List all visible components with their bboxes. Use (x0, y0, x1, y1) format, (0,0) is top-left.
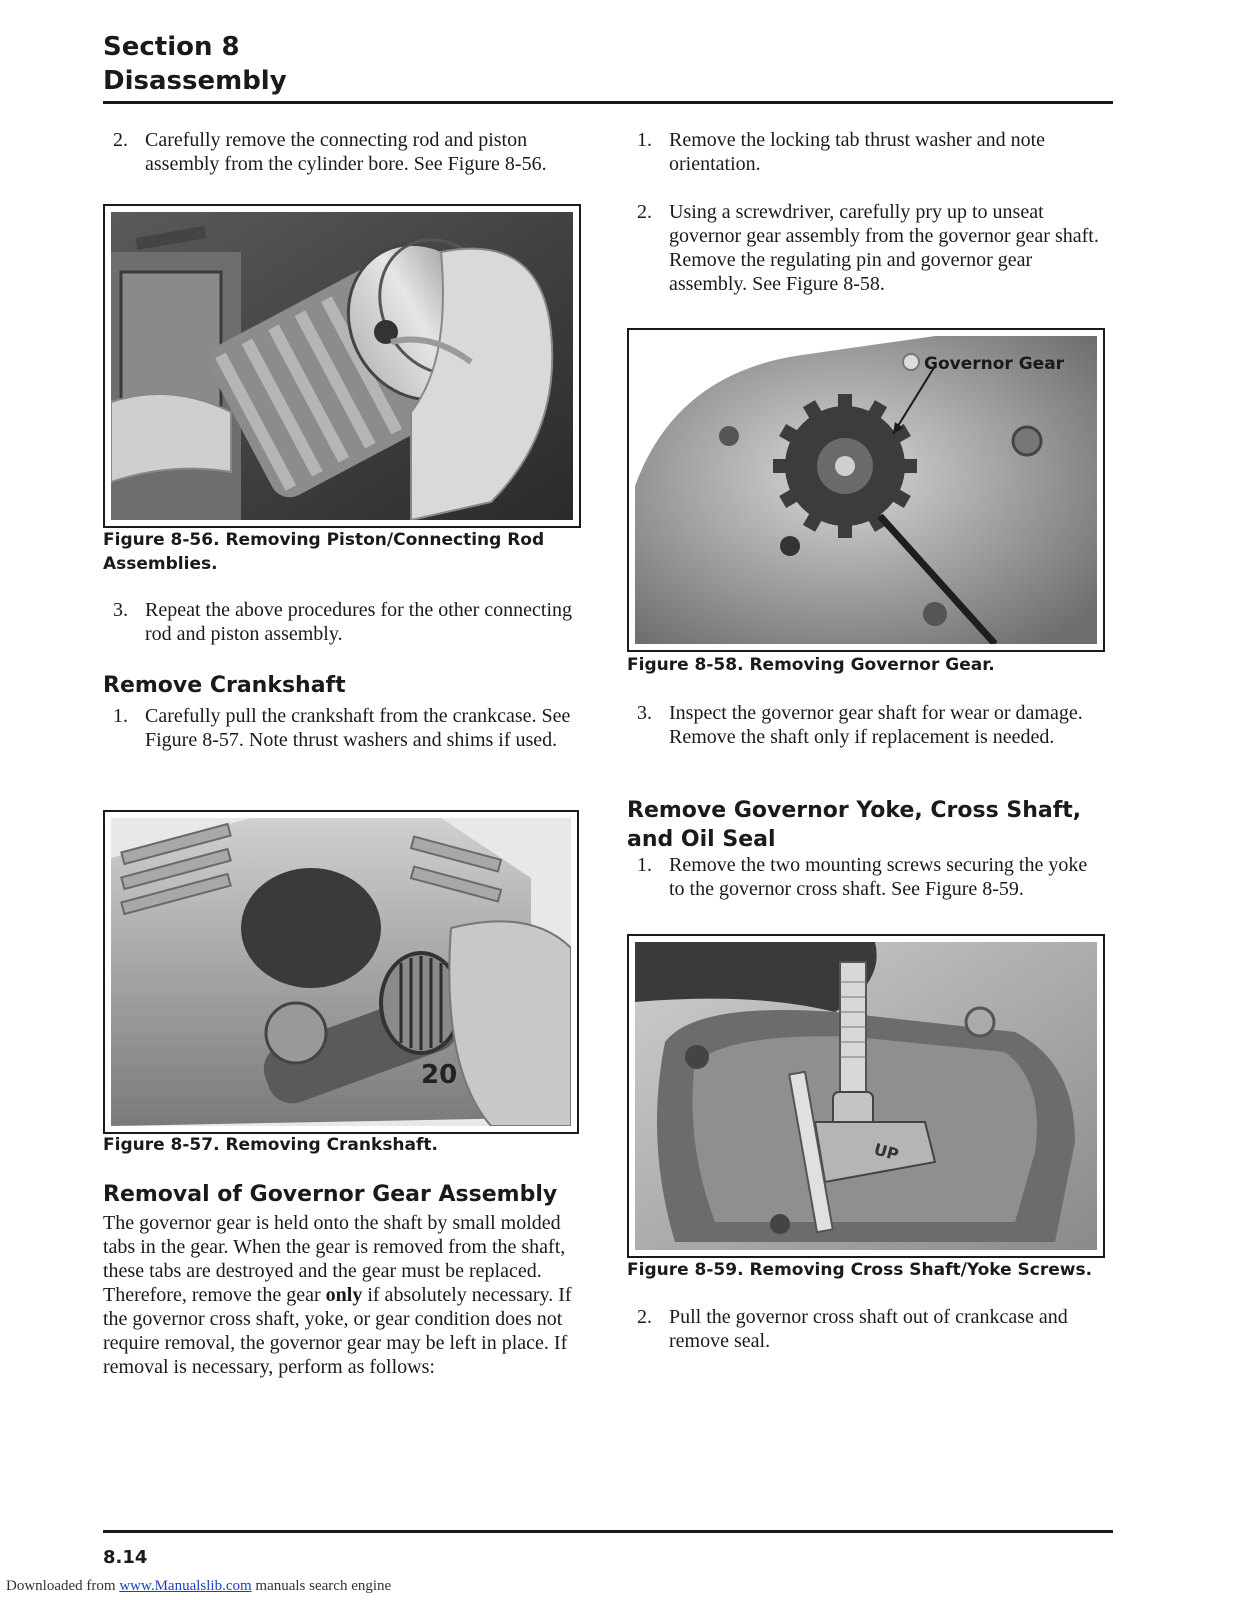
step-number: 1. (637, 129, 652, 151)
step-text: Repeat the above procedures for the other connecting rod and piston assembly. (145, 599, 573, 645)
paragraph-text-part2: if absolutely necessary. If the governor cross shaft, yoke, or gear condition does not require removal, the governor gear may be left in place. If removal is necessary, perform as follows: (103, 1284, 572, 1378)
header-divider (103, 101, 1113, 104)
step-remove-piston (103, 128, 583, 176)
step-number: 1. (637, 854, 652, 876)
step-repeat (103, 598, 583, 646)
paragraph-text-part1: The governor gear is held onto the shaft by small molded tabs in the gear. When the gear is removed from the shaft, these tabs are destroyed and the gear must be replaced. Therefore, remove the gear (103, 1212, 566, 1306)
download-prefix: Downloaded from (6, 1578, 120, 1594)
piston-removal-illustration (111, 212, 573, 520)
figure-8-59-photo (627, 934, 1105, 1258)
step-pull-crankshaft (103, 704, 583, 752)
page-header (103, 30, 1113, 98)
figure-8-57-caption: Figure 8-57. Removing Crankshaft. (103, 1135, 438, 1155)
step-text: Remove the locking tab thrust washer and note orientation. (669, 129, 1046, 175)
step-number: 3. (113, 599, 128, 621)
crankshaft-stamp-label: 20 (421, 1060, 458, 1090)
step-number: 2. (113, 129, 128, 151)
heading-removal-governor-gear: Removal of Governor Gear Assembly (103, 1182, 558, 1207)
yoke-up-marking: UP (871, 1139, 901, 1165)
step-text: Remove the two mounting screws securing the yoke to the governor cross shaft. See Figure 8-59. (669, 854, 1088, 900)
step-text: Using a screwdriver, carefully pry up to unseat governor gear assembly from the governor gear shaft. Remove the regulating pin and governor gear assembly. See Figure 8-58. (669, 201, 1099, 295)
governor-gear-illustration (635, 336, 1097, 644)
step-text: Inspect the governor gear shaft for wear or damage. Remove the shaft only if replacement is needed. (669, 702, 1083, 748)
step-pull-cross-shaft (627, 1305, 1107, 1353)
cross-shaft-yoke-illustration (635, 942, 1097, 1250)
section-label: Section 8 (103, 32, 240, 62)
governor-gear-callout: Governor Gear (924, 354, 1065, 374)
download-notice (6, 1578, 391, 1595)
page-number: 8.14 (103, 1547, 148, 1568)
step-number: 2. (637, 1306, 652, 1328)
heading-remove-crankshaft: Remove Crankshaft (103, 673, 346, 698)
step-text: Pull the governor cross shaft out of crankcase and remove seal. (669, 1306, 1068, 1352)
download-suffix: manuals search engine (251, 1578, 392, 1594)
step-inspect-shaft (627, 701, 1107, 749)
step-remove-mounting-screws (627, 853, 1107, 901)
figure-8-58-caption: Figure 8-58. Removing Governor Gear. (627, 655, 995, 675)
step-text: Carefully pull the crankshaft from the crankcase. See Figure 8-57. Note thrust washers and shims if used. (145, 705, 571, 751)
figure-8-58-photo (627, 328, 1105, 652)
step-text: Carefully remove the connecting rod and piston assembly from the cylinder bore. See Figure 8-56. (145, 129, 547, 175)
step-remove-thrust-washer (627, 128, 1107, 176)
heading-remove-governor-yoke: Remove Governor Yoke, Cross Shaft, and Oil Seal (627, 798, 1082, 852)
step-number: 1. (113, 705, 128, 727)
crankshaft-removal-illustration (111, 818, 571, 1126)
figure-8-57-photo (103, 810, 579, 1134)
manualslib-link[interactable]: www.Manualslib.com (119, 1578, 252, 1594)
step-pry-governor-gear (627, 200, 1107, 296)
page-title: Disassembly (103, 66, 287, 96)
footer-divider (103, 1530, 1113, 1533)
governor-gear-paragraph (103, 1211, 573, 1379)
figure-8-59-caption: Figure 8-59. Removing Cross Shaft/Yoke Screws. (627, 1260, 1093, 1280)
step-number: 3. (637, 702, 652, 724)
step-number: 2. (637, 201, 652, 223)
figure-8-56-photo (103, 204, 581, 528)
figure-8-56-caption: Figure 8-56. Removing Piston/Connecting Rod Assemblies. (103, 530, 545, 574)
paragraph-emphasis: only (325, 1284, 363, 1306)
